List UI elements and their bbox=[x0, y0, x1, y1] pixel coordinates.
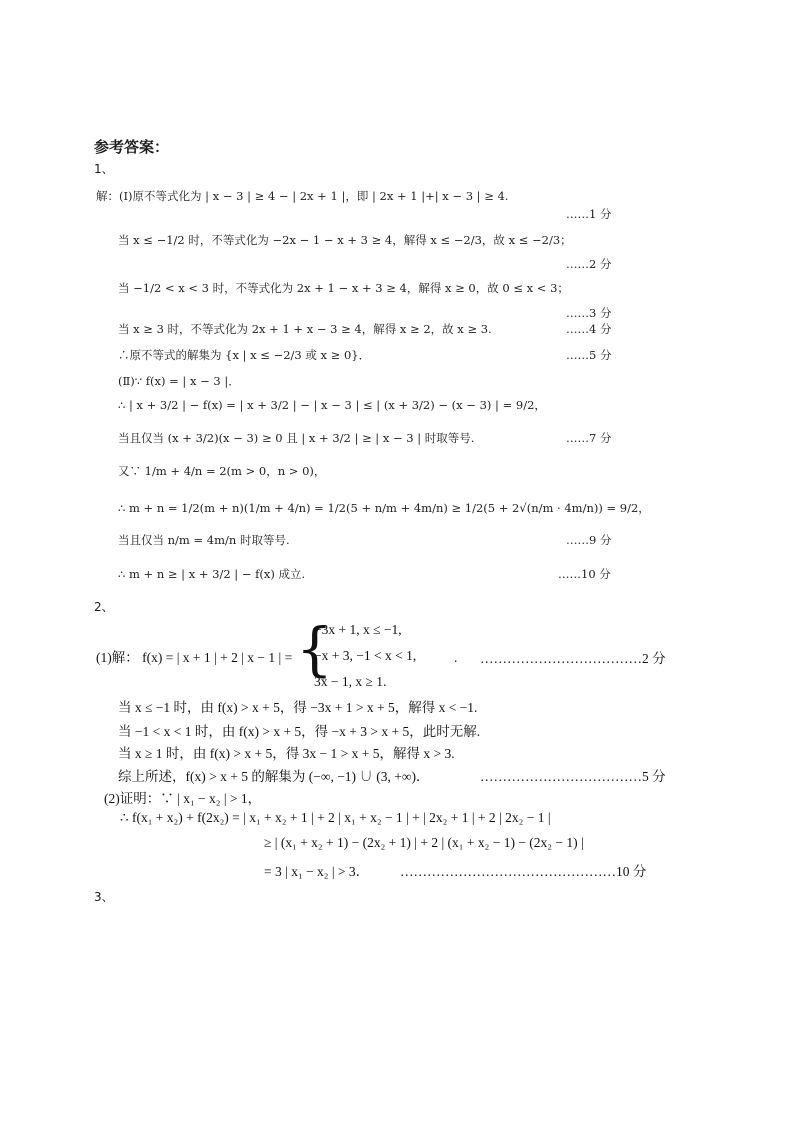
q2-proof-3: = 3 | x₁ − x₂ | > 3． bbox=[264, 864, 370, 879]
q2-line-1: 当 x ≤ −1 时，由 f(x) > x + 5，得 −3x + 1 > x + 5，解得 x < −1. bbox=[118, 700, 478, 715]
q3-number: 3、 bbox=[94, 890, 114, 904]
q1-line-5: ∴原不等式的解集为 {x | x ≤ −2/3 或 x ≥ 0}． bbox=[118, 348, 371, 362]
q1-line-3: 当 −1/2 < x < 3 时，不等式化为 2x + 1 − x + 3 ≥ 4，解得 x ≥ 0，故 0 ≤ x < 3； bbox=[118, 281, 569, 295]
q1-line-4: 当 x ≥ 3 时，不等式化为 2x + 1 + x − 3 ≥ 4，解得 x ≥ 2，故 x ≥ 3. bbox=[118, 322, 492, 336]
q1-score-6: ……7 分 bbox=[566, 431, 612, 445]
q1-line-8: 当且仅当 (x + 3/2)(x − 3) ≥ 0 且 | x + 3/2 | ≥ | x − 3 | 时取等号. bbox=[118, 431, 475, 445]
q1-line-1: 解：(Ⅰ)原不等式化为 | x − 3 | ≥ 4 − | 2x + 1 |，即 | 2x + 1 |+| x − 3 | ≥ 4. bbox=[96, 189, 509, 203]
q1-score-2: ……2 分 bbox=[566, 257, 612, 271]
q2-proof-label: (2)证明：∵ | x₁ − x₂ | > 1， bbox=[104, 791, 262, 806]
q2-score-1: ………………………………2 分 bbox=[480, 651, 666, 666]
q2-part1-label: (1)解： f(x) = | x + 1 | + 2 | x − 1 | = bbox=[96, 650, 293, 665]
q2-piece-end: . bbox=[454, 650, 458, 665]
q2-line-3: 当 x ≥ 1 时，由 f(x) > x + 5，得 3x − 1 > x + 5，解得 x > 3. bbox=[118, 746, 455, 761]
q1-line-6: (Ⅱ)∵ f(x) = | x − 3 |． bbox=[118, 374, 240, 388]
q1-number: 1、 bbox=[94, 162, 114, 176]
q1-score-1: ……1 分 bbox=[566, 207, 612, 221]
q2-number: 2、 bbox=[94, 600, 114, 614]
q1-line-12: ∴ m + n ≥ | x + 3/2 | − f(x) 成立. bbox=[118, 567, 306, 581]
q1-line-7: ∴ | x + 3/2 | − f(x) = | x + 3/2 | − | x − 3 | ≤ | (x + 3/2) − (x − 3) | = 9/2， bbox=[118, 398, 546, 412]
answers-heading: 参考答案： bbox=[94, 138, 170, 156]
q1-line-9: 又∵ 1/m + 4/n = 2(m > 0，n > 0)， bbox=[118, 464, 326, 478]
q2-proof-2: ≥ | (x₁ + x₂ + 1) − (2x₂ + 1) | + 2 | (x₁ + x₂ − 1) − (2x₂ − 1) | bbox=[264, 835, 584, 850]
q2-line-4: 综上所述，f(x) > x + 5 的解集为 (−∞, −1) ∪ (3, +∞)． bbox=[118, 769, 430, 784]
q1-score-7: ……9 分 bbox=[566, 533, 612, 547]
q2-line-2: 当 −1 < x < 1 时，由 f(x) > x + 5，得 −x + 3 > x + 5，此时无解. bbox=[118, 724, 481, 739]
q1-score-8: ……10 分 bbox=[558, 567, 611, 581]
q1-line-10: ∴ m + n = 1/2(m + n)(1/m + 4/n) = 1/2(5 + n/m + 4m/n) ≥ 1/2(5 + 2√(n/m · 4m/n)) = 9/2， bbox=[118, 501, 650, 515]
q1-score-5: ……5 分 bbox=[566, 348, 612, 362]
q2-piece-3: 3x − 1, x ≥ 1. bbox=[314, 674, 387, 689]
q1-line-2: 当 x ≤ −1/2 时，不等式化为 −2x − 1 − x + 3 ≥ 4，解得 x ≤ −2/3，故 x ≤ −2/3； bbox=[118, 233, 572, 247]
q2-score-2: ………………………………5 分 bbox=[480, 769, 666, 784]
q2-piece-1: −3x + 1, x ≤ −1, bbox=[314, 622, 402, 637]
q1-score-3: ……3 分 bbox=[566, 306, 612, 320]
q2-proof-1: ∴ f(x₁ + x₂) + f(2x₂) = | x₁ + x₂ + 1 | + 2 | x₁ + x₂ − 1 | + | 2x₂ + 1 | + 2 | 2x₂ − 1 | bbox=[120, 810, 551, 825]
piecewise-brace: { bbox=[296, 615, 333, 683]
q1-score-4: ……4 分 bbox=[566, 322, 612, 336]
q1-line-11: 当且仅当 n/m = 4m/n 时取等号. bbox=[118, 533, 290, 547]
q2-score-3: …………………………………………10 分 bbox=[400, 864, 647, 879]
q2-piece-2: −x + 3, −1 < x < 1, bbox=[314, 648, 417, 663]
